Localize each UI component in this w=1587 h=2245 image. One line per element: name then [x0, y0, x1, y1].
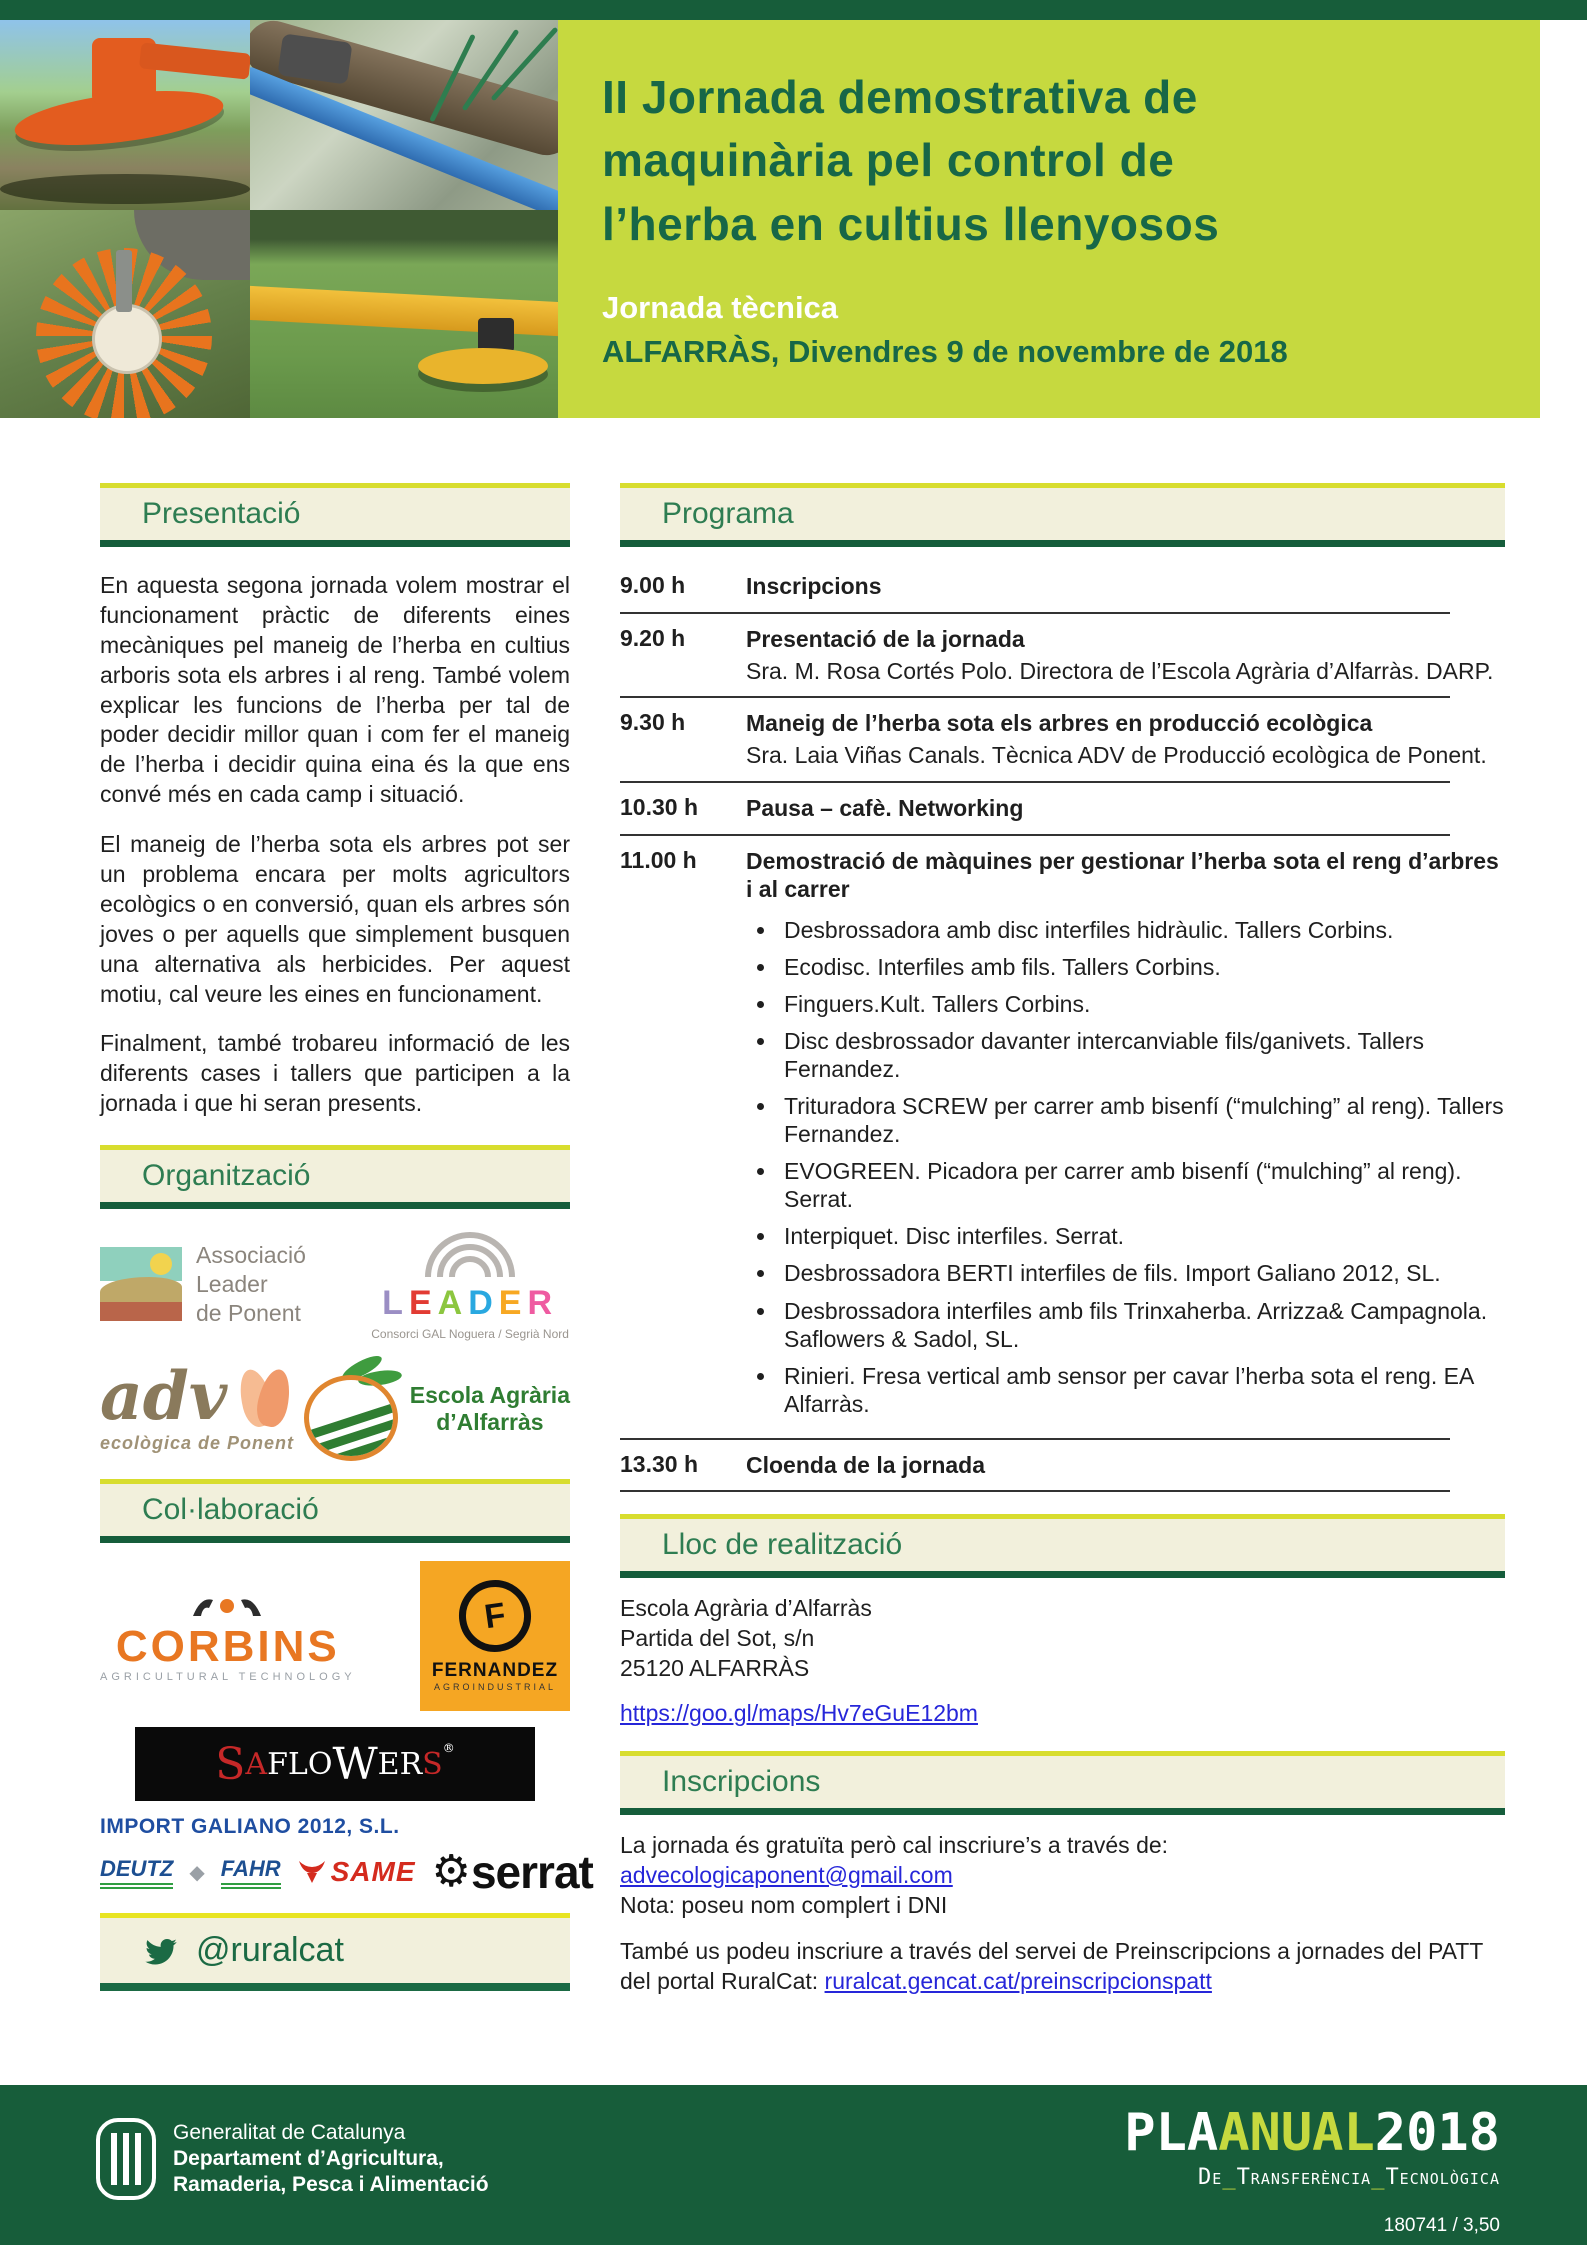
gear-icon: ⚙: [431, 1847, 471, 1897]
subtitle: Jornada tècnica: [602, 290, 839, 326]
program-item: [620, 783, 1505, 834]
adv-caption: ecològica de Ponent: [100, 1432, 295, 1453]
list-item: • Desbrossadora interfiles amb fils Trinxaherba. Arrizza& Campagnola. Saflowers & Sadol, SL.: [778, 1297, 1505, 1353]
fernandez-f-icon: F: [454, 1575, 535, 1656]
deutz-wordmark: DEUTZ: [100, 1856, 173, 1889]
serrat-logo: [431, 1846, 593, 1899]
program-time: 11.00 h: [620, 846, 697, 873]
program-item: [620, 1440, 1505, 1491]
program-schedule: [620, 561, 1505, 1492]
program-title: Cloenda de la jornada: [746, 1451, 985, 1478]
twitter-banner: [100, 1913, 570, 1991]
adv-logo: [100, 1357, 295, 1454]
venue-street: Partida del Sot, s/n: [620, 1625, 815, 1652]
program-title: Pausa – cafè. Networking: [746, 794, 1024, 821]
escola-agraria-label: Escola Agrària d’Alfarràs: [409, 1381, 570, 1436]
program-item: [620, 698, 1505, 781]
portal-link[interactable]: ruralcat.gencat.cat/preinscripcionspatt: [824, 1967, 1212, 1994]
deutz-fahr-emblem-icon: ◆: [189, 1861, 205, 1884]
pla-anual-logo: PLAANUAL2018: [1124, 2103, 1500, 2163]
program-title: Demostració de màquines per gestionar l’herba sota el reng d’arbres i al carrer: [746, 847, 1499, 903]
paragraph: El maneig de l’herba sota els arbres pot ser un problema encara per molts agricultors ecològics o en conversió, quan els arbres són joves o per aquells que simplement busquen una alternativa als herbicides. Per aquest motiu, cal veure les eines en funcionament.: [100, 831, 570, 1007]
presentacio-text: [100, 571, 570, 1119]
program-time: 9.00 h: [620, 572, 686, 598]
program-title: Maneig de l’herba sota els arbres en producció ecològica: [746, 710, 1373, 737]
collaboracio-logos-row2: [100, 1846, 593, 1899]
program-time: 9.30 h: [620, 709, 686, 736]
top-green-bar: [0, 0, 1587, 20]
list-item: • EVOGREEN. Picadora per carrer amb bisenfí (“mulching” al reng). Serrat.: [778, 1157, 1505, 1213]
corbins-logo: [100, 1590, 356, 1683]
organitzacio-logos-row1: [100, 1227, 570, 1341]
paragraph: En aquesta segona jornada volem mostrar el funcionament pràctic de diferents eines mecàniques pel maneig de l’herba en cultius arboris sota els arbres i al reng. També volem explicar les funcions de l’herba per tal de poder decidir millor quan i com fer el maneig de l’herba i decidir quina eina és la que ens convé més en cada camp i situació.: [100, 572, 570, 808]
corbins-wordmark: CORBINS: [115, 1621, 340, 1671]
photo-shaft-closeup: [250, 20, 558, 210]
program-item: [620, 614, 1505, 697]
twitter-handle: @ruralcat: [196, 1931, 344, 1970]
list-item: • Desbrossadora BERTI interfiles de fils. Import Galiano 2012, SL.: [778, 1259, 1505, 1287]
import-galiano-logo: IMPORT GALIANO 2012, S.L.: [100, 1815, 400, 1839]
leader-ponent-label: Associació Leader de Ponent: [196, 1242, 306, 1326]
generalitat-block: [95, 2117, 489, 2201]
program-item: [620, 836, 1505, 1438]
venue-city: 25120 ALFARRÀS: [620, 1655, 810, 1682]
list-item: • Finguers.Kult. Tallers Corbins.: [778, 990, 1505, 1018]
page-title: II Jornada demostrativa de maquinària pel control de l’herba en cultius llenyosos: [602, 71, 1220, 250]
inscription-line1: La jornada és gratuïta però cal inscriure’s a través de:: [620, 1832, 1169, 1859]
same-logo: [297, 1856, 416, 1888]
machine-demo-list: [752, 916, 1505, 1418]
birds-icon: [173, 1590, 283, 1620]
program-time: 10.30 h: [620, 793, 698, 820]
leader-caption: Consorci GAL Noguera / Segrià Nord: [371, 1327, 569, 1342]
generalitat-seal-icon: [95, 2117, 157, 2201]
section-inscripcions-heading: Inscripcions: [620, 1751, 1505, 1815]
photo-yellow-mower: [250, 210, 558, 418]
program-title: Inscripcions: [746, 573, 882, 599]
fernandez-wordmark: FERNANDEZ: [431, 1660, 559, 1682]
photo-orange-disc-machine: [0, 20, 250, 210]
title-block: [558, 20, 1540, 418]
section-presentacio-heading: Presentació: [100, 483, 570, 547]
twitter-bird-icon: [140, 1933, 182, 1969]
list-item: • Trituradora SCREW per carrer amb bisenfí (“mulching” al reng). Tallers Fernandez.: [778, 1092, 1505, 1148]
fernandez-caption: AGROINDUSTRIAL: [433, 1682, 556, 1693]
section-collaboracio-heading: Col·laboració: [100, 1479, 570, 1543]
left-column: [100, 483, 593, 1991]
venue-name: Escola Agrària d’Alfarràs: [620, 1595, 872, 1622]
tulip-icon: [237, 1365, 293, 1427]
leader-letters: LEADER: [382, 1284, 559, 1323]
leader-consorci-logo: [370, 1227, 570, 1341]
list-item: • Disc desbrossador davanter intercanviable fils/ganivets. Tallers Fernandez.: [778, 1027, 1505, 1083]
list-item: • Rinieri. Fresa vertical amb sensor per cavar l’herba sota el reng. EA Alfarràs.: [778, 1362, 1505, 1418]
inscription-note: Nota: poseu nom complert i DNI: [620, 1891, 948, 1918]
list-item: • Desbrossadora amb disc interfiles hidràulic. Tallers Corbins.: [778, 916, 1505, 944]
leader-ponent-logo: [100, 1241, 370, 1327]
inscription-line2: També us podeu inscriure a través del servei de Preinscripcions a jornades del PATT del portal RuralCat: ruralcat.gencat.cat/preinscripcionspatt: [620, 1937, 1483, 1994]
adv-wordmark: adv: [100, 1357, 228, 1436]
paragraph: Finalment, també trobareu informació de les diferents cases i tallers que participen a la jornada i que hi seran presents.: [100, 1030, 570, 1117]
photo-star-weeder: [0, 210, 250, 418]
corbins-caption: AGRICULTURAL TECHNOLOGY: [100, 1670, 356, 1683]
machinery-photo-collage: [0, 20, 558, 418]
program-title: Presentació de la jornada: [746, 625, 1025, 652]
apple-icon: [300, 1359, 404, 1459]
event-date-line: ALFARRÀS, Divendres 9 de novembre de 2018: [602, 334, 1288, 370]
section-lloc-heading: Lloc de realització: [620, 1514, 1505, 1578]
bull-icon: [297, 1859, 327, 1885]
organitzacio-logos-row2: [100, 1359, 570, 1459]
generalitat-label: Generalitat de Catalunya Departament d’Agricultura, Ramaderia, Pesca i Alimentació: [173, 2120, 489, 2197]
inscription-text: [620, 1831, 1505, 1996]
escola-agraria-logo: [300, 1359, 570, 1459]
map-link[interactable]: https://goo.gl/maps/Hv7eGuE12bm: [620, 1700, 978, 1727]
saflowers-logo: S A FLO W ER S ®: [135, 1727, 535, 1801]
serrat-wordmark: serrat: [470, 1846, 593, 1899]
collaboracio-logos-row1: [100, 1561, 570, 1711]
section-organitzacio-heading: Organització: [100, 1145, 570, 1209]
pla-tagline: De_Transferència_Tecnològica: [1198, 2165, 1500, 2190]
venue-address: [620, 1594, 1505, 1684]
list-item: • Ecodisc. Interfiles amb fils. Tallers Corbins.: [778, 953, 1505, 981]
list-item: • Interpiquet. Disc interfiles. Serrat.: [778, 1222, 1505, 1250]
landscape-icon: [100, 1247, 182, 1321]
section-programa-heading: Programa: [620, 483, 1505, 547]
program-time: 13.30 h: [620, 1450, 698, 1477]
email-link[interactable]: advecologicaponent@gmail.com: [620, 1862, 953, 1889]
program-item: [620, 561, 1505, 612]
program-speaker: Sra. Laia Viñas Canals. Tècnica ADV de Producció ecològica de Ponent.: [746, 742, 1487, 768]
document-reference: 180741 / 3,50: [1383, 2215, 1500, 2236]
same-wordmark: SAME: [330, 1856, 416, 1888]
program-time: 9.20 h: [620, 624, 686, 651]
fahr-wordmark: FAHR: [221, 1856, 281, 1889]
program-speaker: Sra. M. Rosa Cortés Polo. Directora de l’Escola Agrària d’Alfarràs. DARP.: [746, 657, 1494, 684]
divider: [620, 1490, 1450, 1492]
leader-arcs-icon: [410, 1227, 530, 1279]
fernandez-logo: [420, 1561, 570, 1711]
right-column: [620, 483, 1505, 1997]
footer: [0, 2085, 1587, 2245]
